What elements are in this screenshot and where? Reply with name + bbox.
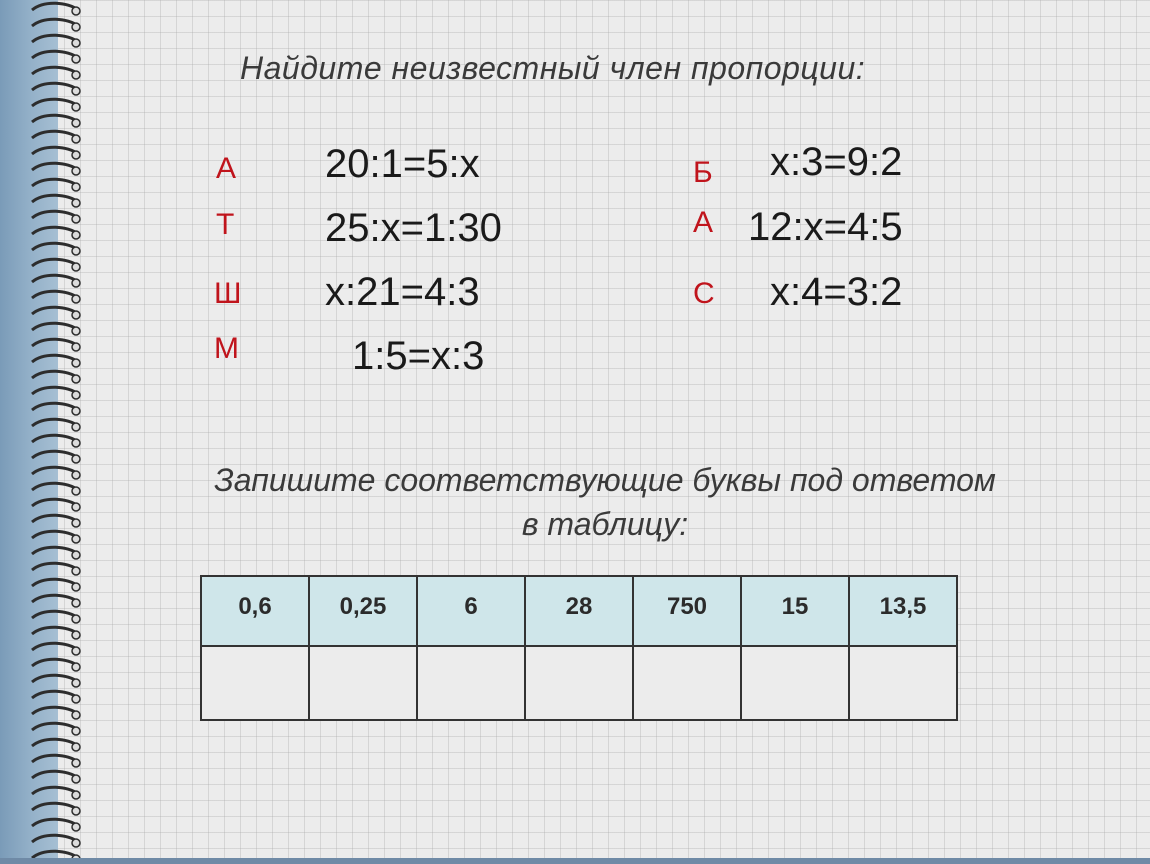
spiral-ring-icon: [32, 467, 78, 474]
spiral-ring-icon: [32, 627, 78, 634]
letter-a-1: А: [216, 152, 237, 185]
spiral-ring-icon: [32, 643, 78, 650]
spiral-ring-icon: [32, 659, 78, 666]
spiral-ring-icon: [32, 323, 78, 330]
spiral-ring-icon: [32, 19, 78, 26]
instruction-line-2: в таблицу:: [521, 506, 689, 542]
spiral-ring-icon: [32, 739, 78, 746]
spiral-ring-icon: [32, 611, 78, 618]
task-heading: Найдите неизвестный член пропорции:: [240, 50, 866, 86]
spiral-ring-icon: [32, 163, 78, 170]
spiral-hole-icon: [72, 247, 80, 255]
spiral-hole-icon: [72, 151, 80, 159]
spiral-hole-icon: [72, 807, 80, 815]
spiral-ring-icon: [32, 291, 78, 298]
spiral-ring-icon: [32, 83, 78, 90]
spiral-hole-icon: [72, 407, 80, 415]
answer-value-cell: 6: [417, 576, 525, 646]
spiral-hole-icon: [72, 215, 80, 223]
spiral-hole-icon: [72, 135, 80, 143]
spiral-hole-icon: [72, 55, 80, 63]
answer-value-cell: 750: [633, 576, 741, 646]
spiral-ring-icon: [32, 435, 78, 442]
spiral-hole-icon: [72, 759, 80, 767]
spiral-ring-icon: [32, 515, 78, 522]
spiral-ring-icon: [32, 563, 78, 570]
spiral-ring-icon: [32, 579, 78, 586]
answer-letters-row: [201, 646, 957, 720]
spiral-ring-icon: [32, 851, 78, 858]
spiral-ring-icon: [32, 275, 78, 282]
spiral-ring-icon: [32, 691, 78, 698]
answer-values-row: [201, 576, 957, 646]
spiral-ring-icon: [32, 803, 78, 810]
spiral-ring-icon: [32, 675, 78, 682]
spiral-ring-icon: [32, 531, 78, 538]
answer-table: [200, 575, 958, 721]
spiral-ring-icon: [32, 707, 78, 714]
equation-sh: x:21=4:3: [325, 270, 480, 314]
instruction-text: [130, 458, 1080, 546]
spiral-hole-icon: [72, 487, 80, 495]
spiral-ring-icon: [32, 99, 78, 106]
spiral-hole-icon: [72, 279, 80, 287]
spiral-ring-icon: [32, 227, 78, 234]
answer-letter-cell[interactable]: [309, 646, 417, 720]
spiral-hole-icon: [72, 839, 80, 847]
spiral-ring-icon: [32, 67, 78, 74]
spiral-hole-icon: [72, 87, 80, 95]
spiral-hole-icon: [72, 359, 80, 367]
letter-m: М: [214, 332, 239, 365]
spiral-hole-icon: [72, 375, 80, 383]
spiral-hole-icon: [72, 103, 80, 111]
spiral-ring-icon: [32, 179, 78, 186]
answer-value-cell: 15: [741, 576, 849, 646]
equation-a-1: 20:1=5:x: [325, 142, 480, 186]
spiral-ring-icon: [32, 387, 78, 394]
spiral-hole-icon: [72, 791, 80, 799]
spiral-hole-icon: [72, 167, 80, 175]
spiral-hole-icon: [72, 567, 80, 575]
spiral-hole-icon: [72, 263, 80, 271]
equation-a-2: 12:x=4:5: [748, 205, 903, 249]
spiral-hole-icon: [72, 199, 80, 207]
spiral-ring-icon: [32, 723, 78, 730]
spiral-hole-icon: [72, 535, 80, 543]
spiral-ring-icon: [32, 819, 78, 826]
spiral-hole-icon: [72, 311, 80, 319]
spiral-ring-icon: [32, 755, 78, 762]
spiral-hole-icon: [72, 583, 80, 591]
spiral-ring-icon: [32, 243, 78, 250]
spiral-ring-icon: [32, 147, 78, 154]
spiral-hole-icon: [72, 647, 80, 655]
equation-s: x:4=3:2: [770, 270, 903, 314]
spiral-hole-icon: [72, 231, 80, 239]
spiral-hole-icon: [72, 23, 80, 31]
answer-letter-cell[interactable]: [849, 646, 957, 720]
spiral-hole-icon: [72, 391, 80, 399]
answer-value-cell: 13,5: [849, 576, 957, 646]
spiral-hole-icon: [72, 295, 80, 303]
answer-value-cell: 0,25: [309, 576, 417, 646]
answer-letter-cell[interactable]: [741, 646, 849, 720]
letter-b: Б: [693, 156, 713, 189]
spiral-hole-icon: [72, 631, 80, 639]
spiral-hole-icon: [72, 343, 80, 351]
spiral-ring-icon: [32, 355, 78, 362]
answer-letter-cell[interactable]: [525, 646, 633, 720]
spiral-ring-icon: [32, 419, 78, 426]
spiral-hole-icon: [72, 679, 80, 687]
spiral-ring-icon: [32, 547, 78, 554]
spiral-hole-icon: [72, 695, 80, 703]
instruction-line-1: Запишите соответствующие буквы под ответом: [214, 462, 996, 498]
spiral-ring-icon: [32, 259, 78, 266]
spiral-hole-icon: [72, 519, 80, 527]
spiral-hole-icon: [72, 71, 80, 79]
spiral-hole-icon: [72, 823, 80, 831]
spiral-ring-icon: [32, 211, 78, 218]
spiral-hole-icon: [72, 615, 80, 623]
spiral-ring-icon: [32, 451, 78, 458]
spiral-hole-icon: [72, 503, 80, 511]
spiral-ring-icon: [32, 195, 78, 202]
spiral-hole-icon: [72, 551, 80, 559]
spiral-ring-icon: [32, 35, 78, 42]
letter-s: С: [693, 277, 715, 310]
answer-letter-cell[interactable]: [633, 646, 741, 720]
spiral-hole-icon: [72, 455, 80, 463]
letter-t: Т: [216, 208, 235, 241]
letter-sh: Ш: [214, 277, 242, 310]
spiral-hole-icon: [72, 727, 80, 735]
spiral-ring-icon: [32, 771, 78, 778]
spiral-hole-icon: [72, 711, 80, 719]
answer-value-cell: 0,6: [201, 576, 309, 646]
spiral-hole-icon: [72, 39, 80, 47]
spiral-hole-icon: [72, 599, 80, 607]
spiral-binding-icon: [28, 0, 98, 864]
equation-t: 25:x=1:30: [325, 206, 502, 250]
equation-m: 1:5=x:3: [352, 334, 485, 378]
spiral-ring-icon: [32, 3, 78, 10]
spiral-hole-icon: [72, 423, 80, 431]
spiral-hole-icon: [72, 775, 80, 783]
spiral-hole-icon: [72, 183, 80, 191]
spiral-ring-icon: [32, 339, 78, 346]
spiral-ring-icon: [32, 483, 78, 490]
spiral-ring-icon: [32, 131, 78, 138]
spiral-ring-icon: [32, 595, 78, 602]
spiral-hole-icon: [72, 663, 80, 671]
spiral-hole-icon: [72, 743, 80, 751]
spiral-ring-icon: [32, 835, 78, 842]
spiral-ring-icon: [32, 787, 78, 794]
spiral-hole-icon: [72, 439, 80, 447]
spiral-ring-icon: [32, 51, 78, 58]
equation-b: x:3=9:2: [770, 140, 903, 184]
spiral-hole-icon: [72, 327, 80, 335]
spiral-ring-icon: [32, 403, 78, 410]
spiral-ring-icon: [32, 499, 78, 506]
spiral-hole-icon: [72, 7, 80, 15]
bottom-border: [0, 858, 1150, 864]
spiral-ring-icon: [32, 307, 78, 314]
spiral-hole-icon: [72, 471, 80, 479]
spiral-hole-icon: [72, 119, 80, 127]
answer-value-cell: 28: [525, 576, 633, 646]
letter-a-2: А: [693, 206, 714, 239]
spiral-ring-icon: [32, 371, 78, 378]
answer-letter-cell[interactable]: [417, 646, 525, 720]
spiral-ring-icon: [32, 115, 78, 122]
answer-letter-cell[interactable]: [201, 646, 309, 720]
